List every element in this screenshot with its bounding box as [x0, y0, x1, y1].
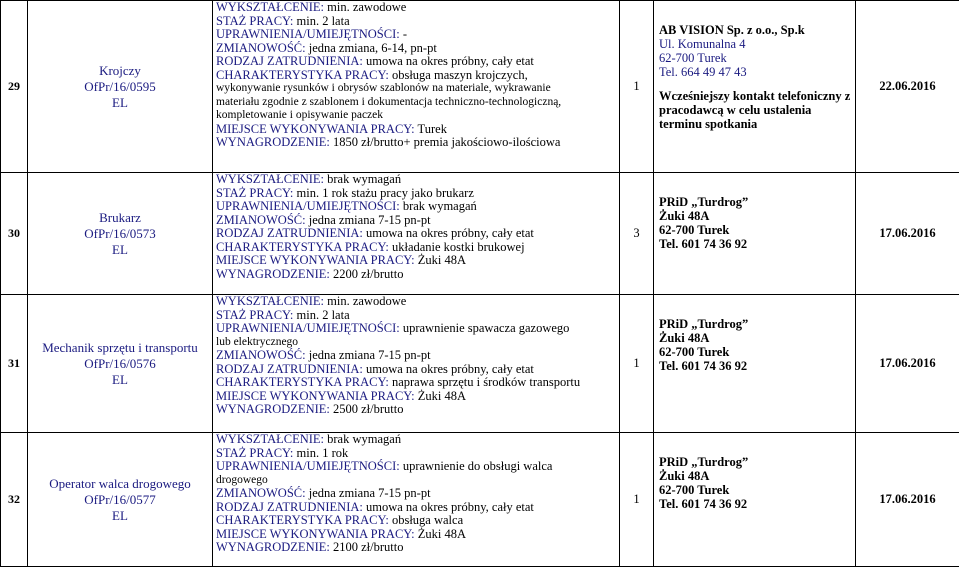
requirement-value: uprawnienie spawacza gazowego	[400, 321, 570, 335]
offer-number: 30	[1, 173, 28, 295]
requirement-label: WYKSZTAŁCENIE:	[216, 432, 324, 446]
requirement-line	[216, 55, 619, 69]
requirement-label: CHARAKTERYSTYKA PRACY:	[216, 375, 389, 389]
requirement-line	[216, 460, 619, 474]
requirement-label: RODZAJ ZATRUDNIENIA:	[216, 500, 363, 514]
offer-date: 22.06.2016	[856, 1, 959, 173]
requirement-label: CHARAKTERYSTYKA PRACY:	[216, 240, 389, 254]
requirement-line	[216, 42, 619, 56]
requirement-line	[216, 187, 619, 201]
employer-address-line: Tel. 664 49 47 43	[659, 65, 855, 79]
offer-number: 29	[1, 1, 28, 173]
offer-date: 17.06.2016	[856, 295, 959, 433]
employer-name: PRiD „Turdrog”	[659, 317, 855, 331]
requirement-label: STAŻ PRACY:	[216, 446, 293, 460]
requirement-value: materiału zgodnie z szablonem i dokumentacja techniczno-technologiczną,	[216, 96, 561, 108]
requirement-value: obsługa maszyn krojczych,	[389, 68, 528, 82]
employer-address-line: Żuki 48A	[659, 331, 855, 345]
requirement-value: kompletowanie i opisywanie paczek	[216, 109, 383, 121]
employer-address-line: 62-700 Turek	[659, 223, 855, 237]
employer-address-line: Tel. 601 74 36 92	[659, 359, 855, 373]
position-cell	[28, 433, 213, 567]
offer-code: EL	[28, 95, 212, 111]
requirement-line	[216, 96, 619, 110]
requirement-value: 2500 zł/brutto	[330, 402, 404, 416]
requirement-label: RODZAJ ZATRUDNIENIA:	[216, 54, 363, 68]
position-title: Brukarz	[28, 210, 212, 226]
requirement-line	[216, 1, 619, 15]
offer-code: EL	[28, 508, 212, 524]
requirement-label: MIEJSCE WYKONYWANIA PRACY:	[216, 122, 415, 136]
requirement-value: 2200 zł/brutto	[330, 267, 404, 281]
offer-reference: OfPr/16/0577	[28, 492, 212, 508]
requirements-cell	[213, 1, 620, 173]
requirement-value: lub elektrycznego	[216, 336, 298, 348]
requirement-line	[216, 82, 619, 96]
requirement-value: min. zawodowe	[324, 294, 406, 308]
requirement-value: uprawnienie do obsługi walca	[400, 459, 553, 473]
requirement-value: Żuki 48A	[415, 389, 466, 403]
employer-address-line: Tel. 601 74 36 92	[659, 497, 855, 511]
requirement-label: STAŻ PRACY:	[216, 14, 293, 28]
table-row	[1, 173, 959, 295]
requirement-value: Turek	[415, 122, 447, 136]
requirement-label: WYNAGRODZENIE:	[216, 540, 330, 554]
requirement-line	[216, 322, 619, 336]
requirement-label: CHARAKTERYSTYKA PRACY:	[216, 513, 389, 527]
requirement-value: brak wymagań	[400, 199, 477, 213]
table-row	[1, 295, 959, 433]
requirement-line	[216, 200, 619, 214]
employer-cell	[654, 433, 856, 567]
employer-address-line: Żuki 48A	[659, 209, 855, 223]
requirement-value: min. zawodowe	[324, 0, 406, 14]
offer-code: EL	[28, 242, 212, 258]
requirement-line	[216, 376, 619, 390]
requirement-line	[216, 514, 619, 528]
vacancy-count: 1	[620, 433, 654, 567]
requirement-label: ZMIANOWOŚĆ:	[216, 348, 306, 362]
position-cell	[28, 295, 213, 433]
offer-date: 17.06.2016	[856, 173, 959, 295]
employer-note: Wcześniejszy kontakt telefoniczny z pracodawcą w celu ustalenia terminu spotkania	[659, 89, 855, 131]
requirement-label: WYKSZTAŁCENIE:	[216, 172, 324, 186]
requirements-cell	[213, 433, 620, 567]
requirement-line	[216, 336, 619, 350]
requirement-value: min. 1 rok stażu pracy jako brukarz	[293, 186, 474, 200]
requirement-line	[216, 28, 619, 42]
requirement-label: UPRAWNIENIA/UMIEJĘTNOŚCI:	[216, 321, 400, 335]
requirement-line	[216, 214, 619, 228]
requirement-value: jedna zmiana 7-15 pn-pt	[306, 213, 431, 227]
requirement-label: MIEJSCE WYKONYWANIA PRACY:	[216, 389, 415, 403]
requirement-label: WYKSZTAŁCENIE:	[216, 294, 324, 308]
requirement-line	[216, 254, 619, 268]
offer-date: 17.06.2016	[856, 433, 959, 567]
offer-code: EL	[28, 372, 212, 388]
employer-address-line: Ul. Komunalna 4	[659, 37, 855, 51]
employer-cell	[654, 1, 856, 173]
employer-cell	[654, 295, 856, 433]
employer-address-line: 62-700 Turek	[659, 51, 855, 65]
requirement-value: umowa na okres próbny, cały etat	[363, 362, 534, 376]
position-title: Krojczy	[28, 63, 212, 79]
requirement-value: naprawa sprzętu i środków transportu	[389, 375, 580, 389]
position-cell	[28, 1, 213, 173]
requirement-label: RODZAJ ZATRUDNIENIA:	[216, 226, 363, 240]
position-cell	[28, 173, 213, 295]
requirement-value: układanie kostki brukowej	[389, 240, 525, 254]
requirement-value: wykonywanie rysunków i obrysów szablonów na materiale, wykrawanie	[216, 82, 551, 94]
requirement-label: WYNAGRODZENIE:	[216, 135, 330, 149]
requirement-label: STAŻ PRACY:	[216, 186, 293, 200]
requirement-value: min. 1 rok	[293, 446, 348, 460]
requirement-label: WYNAGRODZENIE:	[216, 402, 330, 416]
offer-reference: OfPr/16/0573	[28, 226, 212, 242]
requirement-line	[216, 173, 619, 187]
employer-cell	[654, 173, 856, 295]
requirement-value: 1850 zł/brutto+ premia jakościowo-ilościowa	[330, 135, 561, 149]
requirement-line	[216, 123, 619, 137]
requirement-line	[216, 136, 619, 150]
requirement-label: CHARAKTERYSTYKA PRACY:	[216, 68, 389, 82]
requirement-label: MIEJSCE WYKONYWANIA PRACY:	[216, 527, 415, 541]
requirement-line	[216, 69, 619, 83]
employer-address-line: 62-700 Turek	[659, 345, 855, 359]
requirement-value: -	[400, 27, 407, 41]
requirement-label: WYKSZTAŁCENIE:	[216, 0, 324, 14]
requirement-line	[216, 15, 619, 29]
requirement-value: jedna zmiana 7-15 pn-pt	[306, 348, 431, 362]
requirement-label: UPRAWNIENIA/UMIEJĘTNOŚCI:	[216, 459, 400, 473]
requirement-line	[216, 541, 619, 555]
vacancy-count: 3	[620, 173, 654, 295]
table-row	[1, 433, 959, 567]
requirement-line	[216, 295, 619, 309]
requirement-label: UPRAWNIENIA/UMIEJĘTNOŚCI:	[216, 27, 400, 41]
position-title: Operator walca drogowego	[28, 476, 212, 492]
offer-reference: OfPr/16/0576	[28, 356, 212, 372]
vacancy-count: 1	[620, 295, 654, 433]
requirement-value: 2100 zł/brutto	[330, 540, 404, 554]
requirement-label: ZMIANOWOŚĆ:	[216, 41, 306, 55]
requirement-value: brak wymagań	[324, 172, 401, 186]
requirement-value: min. 2 lata	[293, 308, 349, 322]
employer-address-line: Tel. 601 74 36 92	[659, 237, 855, 251]
requirement-line	[216, 309, 619, 323]
requirement-line	[216, 487, 619, 501]
table-row	[1, 1, 959, 173]
requirement-value: obsługa walca	[389, 513, 463, 527]
requirement-value: jedna zmiana 7-15 pn-pt	[306, 486, 431, 500]
employer-name: PRiD „Turdrog”	[659, 455, 855, 469]
job-offers-body	[1, 1, 959, 567]
requirement-value: umowa na okres próbny, cały etat	[363, 226, 534, 240]
requirement-value: jedna zmiana, 6-14, pn-pt	[306, 41, 437, 55]
position-title: Mechanik sprzętu i transportu	[28, 340, 212, 356]
offer-number: 32	[1, 433, 28, 567]
requirements-cell	[213, 295, 620, 433]
requirement-label: RODZAJ ZATRUDNIENIA:	[216, 362, 363, 376]
employer-address-line: 62-700 Turek	[659, 483, 855, 497]
employer-address-line: Żuki 48A	[659, 469, 855, 483]
requirement-line	[216, 390, 619, 404]
requirement-line	[216, 433, 619, 447]
requirement-label: UPRAWNIENIA/UMIEJĘTNOŚCI:	[216, 199, 400, 213]
requirement-label: STAŻ PRACY:	[216, 308, 293, 322]
requirement-line	[216, 447, 619, 461]
vacancy-count: 1	[620, 1, 654, 173]
requirement-line	[216, 349, 619, 363]
offer-number: 31	[1, 295, 28, 433]
requirement-line	[216, 501, 619, 515]
offer-reference: OfPr/16/0595	[28, 79, 212, 95]
requirement-line	[216, 528, 619, 542]
requirement-value: umowa na okres próbny, cały etat	[363, 500, 534, 514]
requirement-value: brak wymagań	[324, 432, 401, 446]
requirement-value: Żuki 48A	[415, 253, 466, 267]
requirement-line	[216, 241, 619, 255]
requirement-value: min. 2 lata	[293, 14, 349, 28]
requirement-value: Żuki 48A	[415, 527, 466, 541]
requirement-label: MIEJSCE WYKONYWANIA PRACY:	[216, 253, 415, 267]
requirement-line	[216, 109, 619, 123]
employer-name: PRiD „Turdrog”	[659, 195, 855, 209]
requirement-label: ZMIANOWOŚĆ:	[216, 213, 306, 227]
requirement-line	[216, 474, 619, 488]
requirement-label: WYNAGRODZENIE:	[216, 267, 330, 281]
requirement-label: ZMIANOWOŚĆ:	[216, 486, 306, 500]
requirement-value: drogowego	[216, 474, 268, 486]
requirement-line	[216, 227, 619, 241]
requirements-cell	[213, 173, 620, 295]
requirement-line	[216, 403, 619, 417]
requirement-value: umowa na okres próbny, cały etat	[363, 54, 534, 68]
requirement-line	[216, 268, 619, 282]
requirement-line	[216, 363, 619, 377]
employer-name: AB VISION Sp. z o.o., Sp.k	[659, 23, 855, 37]
